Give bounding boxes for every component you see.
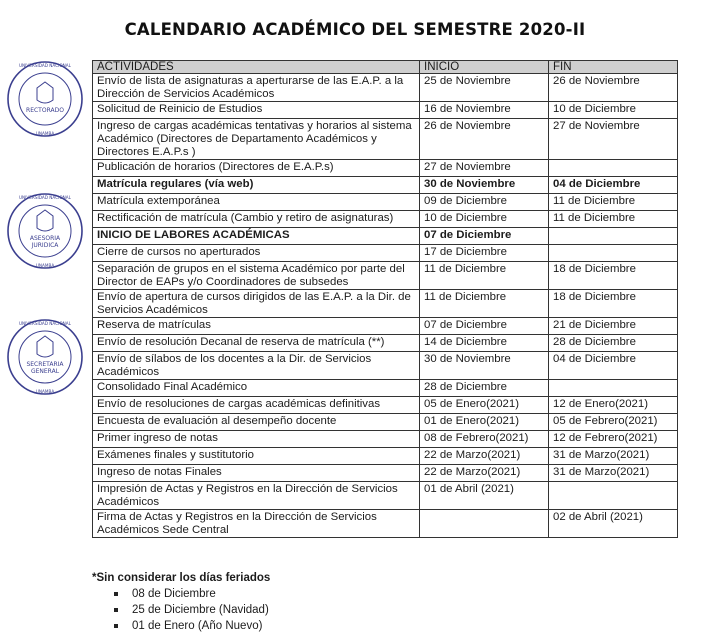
activity-cell: Exámenes finales y sustitutorio: [93, 448, 420, 465]
table-row: [93, 177, 678, 194]
header-activities: ACTIVIDADES: [93, 61, 420, 74]
start-date-cell: 22 de Marzo(2021): [420, 448, 549, 465]
activity-cell: Firma de Actas y Registros en la Dirección de Servicios Académicos Sede Central: [93, 510, 420, 538]
table-row: [93, 335, 678, 352]
svg-text:JURIDICA: JURIDICA: [31, 242, 59, 249]
end-date-cell: 05 de Febrero(2021): [549, 414, 678, 431]
start-date-cell: 28 de Diciembre: [420, 380, 549, 397]
end-date-cell: 26 de Noviembre: [549, 74, 678, 102]
table-header-row: [93, 61, 678, 74]
svg-text:SECRETARIA: SECRETARIA: [26, 361, 64, 368]
svg-text:UNAMBA: UNAMBA: [35, 389, 55, 394]
activity-cell: Solicitud de Reinicio de Estudios: [93, 102, 420, 119]
table-row: [93, 262, 678, 290]
end-date-cell: [549, 380, 678, 397]
table-row: [93, 228, 678, 245]
svg-text:UNIVERSIDAD NACIONAL: UNIVERSIDAD NACIONAL: [18, 63, 72, 68]
end-date-cell: [549, 482, 678, 510]
end-date-cell: 31 de Marzo(2021): [549, 448, 678, 465]
end-date-cell: 18 de Diciembre: [549, 290, 678, 318]
end-date-cell: 04 de Diciembre: [549, 177, 678, 194]
activity-cell: Ingreso de cargas académicas tentativas y horarios al sistema Académico (Directores de Departamento Académicos y Directores E.A.P.s ): [93, 119, 420, 160]
header-start: INICIO: [420, 61, 549, 74]
end-date-cell: [549, 160, 678, 177]
end-date-cell: 04 de Diciembre: [549, 352, 678, 380]
start-date-cell: 01 de Enero(2021): [420, 414, 549, 431]
table-row: [93, 211, 678, 228]
secretaria-general-seal: [4, 316, 86, 398]
start-date-cell: 22 de Marzo(2021): [420, 465, 549, 482]
activity-cell: Primer ingreso de notas: [93, 431, 420, 448]
table-row: [93, 510, 678, 538]
end-date-cell: 11 de Diciembre: [549, 211, 678, 228]
holiday-list: [92, 586, 270, 634]
activity-cell: INICIO DE LABORES ACADÉMICAS: [93, 228, 420, 245]
start-date-cell: 10 de Diciembre: [420, 211, 549, 228]
page-title: CALENDARIO ACADÉMICO DEL SEMESTRE 2020-II: [124, 20, 586, 39]
start-date-cell: 27 de Noviembre: [420, 160, 549, 177]
end-date-cell: 12 de Febrero(2021): [549, 431, 678, 448]
end-date-cell: 18 de Diciembre: [549, 262, 678, 290]
start-date-cell: 16 de Noviembre: [420, 102, 549, 119]
start-date-cell: 07 de Diciembre: [420, 228, 549, 245]
table-row: [93, 482, 678, 510]
rectorado-seal: [4, 58, 86, 140]
activity-cell: Cierre de cursos no aperturados: [93, 245, 420, 262]
asesoria-juridica-seal: [4, 190, 86, 272]
start-date-cell: 11 de Diciembre: [420, 262, 549, 290]
table-row: [93, 160, 678, 177]
end-date-cell: 11 de Diciembre: [549, 194, 678, 211]
table-row: [93, 414, 678, 431]
svg-text:UNIVERSIDAD NACIONAL: UNIVERSIDAD NACIONAL: [18, 321, 72, 326]
footnote: [92, 572, 270, 634]
activity-cell: Envío de resolución Decanal de reserva de matrícula (**): [93, 335, 420, 352]
svg-text:UNAMBA: UNAMBA: [35, 263, 55, 268]
activity-cell: Ingreso de notas Finales: [93, 465, 420, 482]
table-row: [93, 380, 678, 397]
table-row: [93, 431, 678, 448]
activity-cell: Rectificación de matrícula (Cambio y retiro de asignaturas): [93, 211, 420, 228]
end-date-cell: [549, 228, 678, 245]
holiday-item: 08 de Diciembre: [92, 586, 270, 602]
svg-text:GENERAL: GENERAL: [30, 368, 60, 375]
activity-cell: Envío de resoluciones de cargas académicas definitivas: [93, 397, 420, 414]
start-date-cell: 26 de Noviembre: [420, 119, 549, 160]
footnote-heading: *Sin considerar los días feriados: [92, 572, 271, 584]
start-date-cell: 17 de Diciembre: [420, 245, 549, 262]
end-date-cell: 27 de Noviembre: [549, 119, 678, 160]
activity-cell: Envío de apertura de cursos dirigidos de las E.A.P. a la Dir. de Servicios Académicos: [93, 290, 420, 318]
start-date-cell: 05 de Enero(2021): [420, 397, 549, 414]
start-date-cell: 11 de Diciembre: [420, 290, 549, 318]
table-row: [93, 318, 678, 335]
activity-cell: Envío de sílabos de los docentes a la Dir. de Servicios Académicos: [93, 352, 420, 380]
start-date-cell: 14 de Diciembre: [420, 335, 549, 352]
start-date-cell: 30 de Noviembre: [420, 177, 549, 194]
table-row: [93, 465, 678, 482]
table-row: [93, 245, 678, 262]
end-date-cell: [549, 245, 678, 262]
start-date-cell: 09 de Diciembre: [420, 194, 549, 211]
table-row: [93, 397, 678, 414]
start-date-cell: 07 de Diciembre: [420, 318, 549, 335]
activity-cell: Publicación de horarios (Directores de E.A.P.s): [93, 160, 420, 177]
table-row: [93, 352, 678, 380]
start-date-cell: [420, 510, 549, 538]
end-date-cell: 10 de Diciembre: [549, 102, 678, 119]
table-row: [93, 290, 678, 318]
start-date-cell: 01 de Abril (2021): [420, 482, 549, 510]
holiday-item: 01 de Enero (Año Nuevo): [92, 618, 270, 634]
table-row: [93, 119, 678, 160]
svg-text:UNAMBA: UNAMBA: [35, 131, 55, 136]
holiday-item: 25 de Diciembre (Navidad): [92, 602, 270, 618]
activity-cell: Consolidado Final Académico: [93, 380, 420, 397]
svg-text:RECTORADO: RECTORADO: [26, 107, 64, 114]
end-date-cell: 28 de Diciembre: [549, 335, 678, 352]
table-row: [93, 448, 678, 465]
activity-cell: Separación de grupos en el sistema Académico por parte del Director de EAPs y/o Coordinadores de subsedes: [93, 262, 420, 290]
activity-cell: Matrícula regulares (vía web): [93, 177, 420, 194]
table-row: [93, 102, 678, 119]
activity-cell: Reserva de matrículas: [93, 318, 420, 335]
start-date-cell: 08 de Febrero(2021): [420, 431, 549, 448]
svg-text:ASESORIA: ASESORIA: [29, 235, 61, 242]
end-date-cell: 21 de Diciembre: [549, 318, 678, 335]
start-date-cell: 25 de Noviembre: [420, 74, 549, 102]
end-date-cell: 31 de Marzo(2021): [549, 465, 678, 482]
table-row: [93, 74, 678, 102]
header-end: FIN: [549, 61, 678, 74]
start-date-cell: 30 de Noviembre: [420, 352, 549, 380]
table-row: [93, 194, 678, 211]
end-date-cell: 02 de Abril (2021): [549, 510, 678, 538]
activity-cell: Envío de lista de asignaturas a aperturarse de las E.A.P. a la Dirección de Servicios Académicos: [93, 74, 420, 102]
svg-text:UNIVERSIDAD NACIONAL: UNIVERSIDAD NACIONAL: [18, 195, 72, 200]
end-date-cell: 12 de Enero(2021): [549, 397, 678, 414]
activity-cell: Encuesta de evaluación al desempeño docente: [93, 414, 420, 431]
activity-cell: Impresión de Actas y Registros en la Dirección de Servicios Académicos: [93, 482, 420, 510]
calendar-table: [92, 60, 678, 538]
activity-cell: Matrícula extemporánea: [93, 194, 420, 211]
